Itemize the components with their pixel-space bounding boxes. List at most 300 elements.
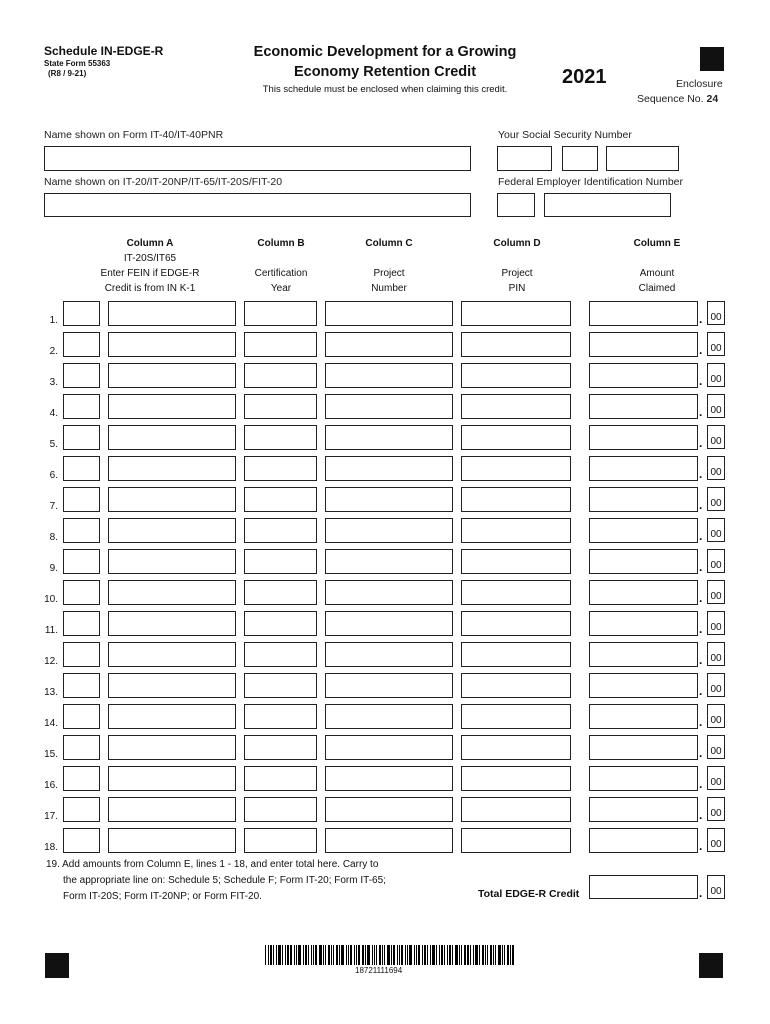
decimal-point: . [699, 746, 703, 760]
column-a-line3: Credit is from IN K-1 [104, 283, 196, 294]
name-it40-label: Name shown on Form IT-40/IT-40PNR [44, 129, 224, 141]
barcode-bar [459, 945, 460, 965]
line-number: 6. [49, 470, 58, 481]
column-a-title: Column A [126, 238, 174, 249]
column-a-fein-field[interactable] [63, 332, 100, 357]
column-e-header [587, 236, 727, 296]
column-a-fein-field-2[interactable] [108, 363, 236, 388]
column-e-amount-dollars-field[interactable] [589, 518, 698, 543]
column-c-project-number-field[interactable] [325, 518, 453, 543]
column-c-project-number-field[interactable] [325, 766, 453, 791]
barcode-bar [479, 945, 480, 965]
barcode-bar [490, 945, 492, 965]
column-b-certification-year-field[interactable] [244, 394, 317, 419]
line-number: 7. [49, 501, 58, 512]
form-title-line1: Economic Development for a Growing [253, 44, 517, 60]
column-e-amount-cents-field[interactable]: 00 [707, 673, 725, 697]
line-number: 15. [44, 749, 58, 760]
column-d-project-pin-field[interactable] [461, 487, 571, 512]
column-a-fein-field[interactable] [63, 828, 100, 853]
column-e-amount-dollars-field[interactable] [589, 301, 698, 326]
ssn-field-part1[interactable] [497, 146, 552, 171]
column-e-amount-dollars-field[interactable] [589, 332, 698, 357]
line-number: 13. [44, 687, 58, 698]
column-d-line2: PIN [508, 283, 526, 294]
form-title-line2: Economy Retention Credit [293, 64, 477, 80]
barcode-bar [393, 945, 395, 965]
barcode-bar [276, 945, 277, 965]
column-b-certification-year-field[interactable] [244, 363, 317, 388]
line-number: 8. [49, 532, 58, 543]
barcode-bar [294, 945, 295, 965]
column-e-amount-dollars-field[interactable] [589, 766, 698, 791]
barcode-bar [367, 945, 370, 965]
enclosure-label: Enclosure [676, 78, 723, 90]
line-number: 10. [44, 594, 58, 605]
total-credit-cents-field[interactable]: 00 [707, 875, 725, 899]
column-d-project-pin-field[interactable] [461, 549, 571, 574]
column-a-fein-field-2[interactable] [108, 704, 236, 729]
barcode-bar [346, 945, 347, 965]
barcode-bar [336, 945, 338, 965]
column-c-title: Column C [365, 238, 413, 249]
name-it20-label: Name shown on IT-20/IT-20NP/IT-65/IT-20S/FIT-20 [44, 176, 283, 188]
column-e-amount-dollars-field[interactable] [589, 735, 698, 760]
column-d-header [447, 236, 587, 296]
decimal-point: . [699, 498, 703, 512]
column-d-project-pin-field[interactable] [461, 363, 571, 388]
column-a-fein-field[interactable] [63, 704, 100, 729]
barcode-bar [376, 945, 377, 965]
column-e-amount-dollars-field[interactable] [589, 363, 698, 388]
barcode-bar [414, 945, 415, 965]
column-e-line1: Amount [639, 268, 675, 279]
column-d-project-pin-field[interactable] [461, 332, 571, 357]
column-b-certification-year-field[interactable] [244, 487, 317, 512]
barcode-bar [467, 945, 469, 965]
column-e-amount-dollars-field[interactable] [589, 611, 698, 636]
barcode-bar [362, 945, 364, 965]
column-e-title: Column E [633, 238, 681, 249]
form-revision: (R8 / 9-21) [48, 69, 87, 78]
column-e-amount-dollars-field[interactable] [589, 580, 698, 605]
registration-mark-bottom-left [45, 953, 69, 978]
barcode-bar [409, 945, 412, 965]
barcode-bar [305, 945, 307, 965]
column-a-fein-field-2[interactable] [108, 797, 236, 822]
barcode-number: 18721111694 [355, 966, 403, 975]
column-c-project-number-field[interactable] [325, 487, 453, 512]
column-a-fein-field[interactable] [63, 425, 100, 450]
column-a-fein-field-2[interactable] [108, 425, 236, 450]
column-c-project-number-field[interactable] [325, 425, 453, 450]
barcode-bar [436, 945, 437, 965]
column-e-amount-cents-field[interactable]: 00 [707, 549, 725, 573]
registration-mark-top-right [700, 47, 724, 71]
column-d-project-pin-field[interactable] [461, 673, 571, 698]
column-e-amount-dollars-field[interactable] [589, 425, 698, 450]
column-a-fein-field[interactable] [63, 301, 100, 326]
barcode-bar [387, 945, 390, 965]
column-a-header [80, 236, 220, 296]
column-a-fein-field[interactable] [63, 363, 100, 388]
barcode-bar [313, 945, 314, 965]
barcode-bar [298, 945, 301, 965]
column-c-line2: Number [371, 283, 407, 294]
barcode-bar [325, 945, 326, 965]
column-a-fein-field-2[interactable] [108, 394, 236, 419]
column-b-certification-year-field[interactable] [244, 332, 317, 357]
column-e-amount-dollars-field[interactable] [589, 456, 698, 481]
schedule-id: Schedule IN-EDGE-R [44, 44, 164, 58]
barcode-bar [282, 945, 283, 965]
barcode-bar [424, 945, 426, 965]
barcode-bar [444, 945, 445, 965]
column-a-line2: Enter FEIN if EDGE-R [100, 268, 200, 279]
decimal-point: . [699, 405, 703, 419]
barcode-bar [296, 945, 297, 965]
column-d-project-pin-field[interactable] [461, 828, 571, 853]
barcode-bar [510, 945, 511, 965]
column-c-project-number-field[interactable] [325, 611, 453, 636]
column-b-certification-year-field[interactable] [244, 797, 317, 822]
registration-mark-bottom-right [699, 953, 723, 978]
ssn-label: Your Social Security Number [498, 129, 632, 141]
barcode-bar [265, 945, 266, 965]
line-number: 16. [44, 780, 58, 791]
barcode-bar [430, 945, 431, 965]
column-a-fein-field[interactable] [63, 456, 100, 481]
barcode-bar [308, 945, 309, 965]
column-b-certification-year-field[interactable] [244, 735, 317, 760]
column-c-project-number-field[interactable] [325, 549, 453, 574]
barcode-bar [328, 945, 330, 965]
column-e-amount-dollars-field[interactable] [589, 394, 698, 419]
column-a-fein-field[interactable] [63, 580, 100, 605]
column-d-project-pin-field[interactable] [461, 704, 571, 729]
line-number: 5. [49, 439, 58, 450]
column-a-fein-field[interactable] [63, 487, 100, 512]
fein-field-part2[interactable] [544, 193, 671, 217]
line-number: 14. [44, 718, 58, 729]
decimal-point: . [699, 653, 703, 667]
column-c-project-number-field[interactable] [325, 735, 453, 760]
barcode-bar [452, 945, 453, 965]
column-c-project-number-field[interactable] [325, 363, 453, 388]
barcode-bar [495, 945, 496, 965]
total-credit-dollars-field[interactable] [589, 875, 698, 899]
column-c-project-number-field[interactable] [325, 642, 453, 667]
column-b-certification-year-field[interactable] [244, 673, 317, 698]
barcode-bar [461, 945, 462, 965]
column-a-fein-field[interactable] [63, 735, 100, 760]
barcode-bar [268, 945, 269, 965]
column-d-project-pin-field[interactable] [461, 425, 571, 450]
decimal-point: . [699, 715, 703, 729]
column-e-amount-cents-field[interactable]: 00 [707, 425, 725, 449]
barcode-bar [333, 945, 334, 965]
barcode-bar [416, 945, 417, 965]
name-it40-field[interactable] [44, 146, 471, 171]
column-e-amount-cents-field[interactable]: 00 [707, 797, 725, 821]
column-e-amount-cents-field[interactable]: 00 [707, 487, 725, 511]
column-d-project-pin-field[interactable] [461, 735, 571, 760]
column-b-certification-year-field[interactable] [244, 704, 317, 729]
column-b-certification-year-field[interactable] [244, 766, 317, 791]
column-a-fein-field[interactable] [63, 673, 100, 698]
line-number: 4. [49, 408, 58, 419]
column-b-certification-year-field[interactable] [244, 425, 317, 450]
line-number: 18. [44, 842, 58, 853]
column-e-amount-cents-field[interactable]: 00 [707, 456, 725, 480]
column-e-amount-cents-field[interactable]: 00 [707, 766, 725, 790]
line-number: 3. [49, 377, 58, 388]
barcode-bar [422, 945, 423, 965]
barcode-bar [487, 945, 488, 965]
barcode-bar [399, 945, 400, 965]
column-a-fein-field[interactable] [63, 642, 100, 667]
decimal-point: . [699, 622, 703, 636]
column-e-amount-cents-field[interactable]: 00 [707, 611, 725, 635]
column-b-certification-year-field[interactable] [244, 549, 317, 574]
barcode-bar [498, 945, 501, 965]
barcode-bar [273, 945, 274, 965]
column-b-certification-year-field[interactable] [244, 518, 317, 543]
barcode-bar [391, 945, 392, 965]
decimal-point: . [699, 436, 703, 450]
barcode-bar [365, 945, 366, 965]
barcode-bar [348, 945, 349, 965]
barcode-bar [319, 945, 322, 965]
column-c-project-number-field[interactable] [325, 456, 453, 481]
barcode-bar [339, 945, 340, 965]
column-a-fein-field-2[interactable] [108, 487, 236, 512]
barcode-bar [485, 945, 486, 965]
barcode-bar [382, 945, 383, 965]
decimal-point: . [699, 777, 703, 791]
column-c-header [319, 236, 459, 296]
barcode-bar [441, 945, 443, 965]
decimal-point: . [699, 591, 703, 605]
column-e-amount-dollars-field[interactable] [589, 673, 698, 698]
column-b-line2: Year [270, 283, 292, 294]
column-b-title: Column B [257, 238, 305, 249]
line-number: 17. [44, 811, 58, 822]
barcode-bar [331, 945, 332, 965]
column-e-amount-cents-field[interactable]: 00 [707, 363, 725, 387]
barcode-bar [407, 945, 408, 965]
barcode-bar [455, 945, 458, 965]
column-a-fein-field-2[interactable] [108, 456, 236, 481]
barcode-bar [432, 945, 435, 965]
line-number: 12. [44, 656, 58, 667]
barcode-bar [372, 945, 373, 965]
barcode-bar [350, 945, 352, 965]
name-it20-field[interactable] [44, 193, 471, 217]
column-d-project-pin-field[interactable] [461, 456, 571, 481]
column-e-amount-cents-field[interactable]: 00 [707, 828, 725, 852]
column-e-amount-dollars-field[interactable] [589, 704, 698, 729]
column-d-project-pin-field[interactable] [461, 797, 571, 822]
column-a-fein-field[interactable] [63, 518, 100, 543]
line-19-text3: Form IT-20S; Form IT-20NP; or Form FIT-20. [63, 891, 262, 902]
column-e-amount-dollars-field[interactable] [589, 642, 698, 667]
decimal-point: . [699, 684, 703, 698]
ssn-field-part3[interactable] [606, 146, 679, 171]
column-a-fein-field-2[interactable] [108, 549, 236, 574]
decimal-point: . [699, 312, 703, 326]
barcode-bar [504, 945, 505, 965]
column-b-certification-year-field[interactable] [244, 642, 317, 667]
line-19-text2: the appropriate line on: Schedule 5; Schedule F; Form IT-20; Form IT-65; [63, 875, 386, 886]
column-e-amount-dollars-field[interactable] [589, 487, 698, 512]
barcode-bar [502, 945, 503, 965]
column-a-fein-field[interactable] [63, 549, 100, 574]
fein-label: Federal Employer Identification Number [498, 176, 684, 188]
decimal-point: . [699, 374, 703, 388]
column-a-fein-field[interactable] [63, 611, 100, 636]
column-a-line1: IT-20S/IT65 [123, 253, 177, 264]
barcode-bar [473, 945, 474, 965]
barcode-bar [397, 945, 398, 965]
barcode-bar [374, 945, 375, 965]
barcode-bar [507, 945, 509, 965]
fein-field-part1[interactable] [497, 193, 535, 217]
barcode-bar [270, 945, 272, 965]
barcode-bar [287, 945, 289, 965]
column-b-certification-year-field[interactable] [244, 611, 317, 636]
column-a-fein-field-2[interactable] [108, 673, 236, 698]
column-a-fein-field[interactable] [63, 797, 100, 822]
column-e-line2: Claimed [638, 283, 676, 294]
column-e-amount-cents-field[interactable]: 00 [707, 580, 725, 604]
column-b-line1: Certification [254, 268, 308, 279]
barcode-bar [384, 945, 385, 965]
column-a-fein-field-2[interactable] [108, 828, 236, 853]
line-number: 1. [49, 315, 58, 326]
form-subtitle: This schedule must be enclosed when claiming this credit. [262, 84, 508, 95]
column-e-amount-cents-field[interactable]: 00 [707, 332, 725, 356]
column-e-amount-dollars-field[interactable] [589, 828, 698, 853]
column-c-project-number-field[interactable] [325, 301, 453, 326]
line-number: 11. [44, 625, 58, 636]
barcode-bar [311, 945, 312, 965]
barcode-bar [405, 945, 406, 965]
column-e-amount-cents-field[interactable]: 00 [707, 394, 725, 418]
column-c-project-number-field[interactable] [325, 797, 453, 822]
column-e-amount-cents-field[interactable]: 00 [707, 704, 725, 728]
column-d-project-pin-field[interactable] [461, 301, 571, 326]
barcode-bar [493, 945, 494, 965]
barcode-bar [447, 945, 448, 965]
barcode-bar [285, 945, 286, 965]
column-a-fein-field-2[interactable] [108, 766, 236, 791]
barcode-bar [354, 945, 355, 965]
barcode-bar [303, 945, 304, 965]
column-b-certification-year-field[interactable] [244, 456, 317, 481]
barcode-bar [323, 945, 324, 965]
column-c-project-number-field[interactable] [325, 828, 453, 853]
column-e-amount-dollars-field[interactable] [589, 549, 698, 574]
barcode-bar [358, 945, 360, 965]
column-d-project-pin-field[interactable] [461, 394, 571, 419]
column-e-amount-dollars-field[interactable] [589, 797, 698, 822]
column-d-project-pin-field[interactable] [461, 611, 571, 636]
decimal-point: . [699, 808, 703, 822]
line-19-instructions [46, 857, 486, 905]
decimal-point: . [699, 839, 703, 853]
column-d-project-pin-field[interactable] [461, 580, 571, 605]
barcode-bar [449, 945, 451, 965]
barcode-bar [341, 945, 344, 965]
column-b-certification-year-field[interactable] [244, 580, 317, 605]
state-form-number: State Form 55363 [44, 59, 111, 68]
column-a-fein-field-2[interactable] [108, 332, 236, 357]
barcode-bar [475, 945, 478, 965]
decimal-point: . [699, 529, 703, 543]
barcode-bar [482, 945, 484, 965]
line-19-text1: 19. Add amounts from Column E, lines 1 - 18, and enter total here. Carry to [46, 859, 379, 870]
column-c-project-number-field[interactable] [325, 580, 453, 605]
column-a-fein-field-2[interactable] [108, 611, 236, 636]
barcode-bar [401, 945, 403, 965]
decimal-point: . [699, 467, 703, 481]
column-a-fein-field-2[interactable] [108, 735, 236, 760]
total-decimal-point: . [699, 886, 703, 900]
form-barcode [265, 945, 516, 965]
barcode-bar [427, 945, 428, 965]
column-c-project-number-field[interactable] [325, 704, 453, 729]
barcode-bar [418, 945, 420, 965]
tax-year: 2021 [562, 66, 607, 88]
column-d-project-pin-field[interactable] [461, 642, 571, 667]
column-c-project-number-field[interactable] [325, 332, 453, 357]
sequence-number [637, 93, 718, 105]
column-a-fein-field-2[interactable] [108, 301, 236, 326]
column-e-amount-cents-field[interactable]: 00 [707, 301, 725, 325]
barcode-bar [470, 945, 471, 965]
decimal-point: . [699, 560, 703, 574]
column-c-project-number-field[interactable] [325, 673, 453, 698]
line-number: 9. [49, 563, 58, 574]
column-a-fein-field[interactable] [63, 766, 100, 791]
column-b-certification-year-field[interactable] [244, 828, 317, 853]
column-c-line1: Project [373, 268, 405, 279]
line-number: 2. [49, 346, 58, 357]
barcode-bar [379, 945, 381, 965]
sequence-value: 24 [706, 93, 719, 105]
column-e-amount-cents-field[interactable]: 00 [707, 642, 725, 666]
column-a-fein-field-2[interactable] [108, 642, 236, 667]
column-b-certification-year-field[interactable] [244, 301, 317, 326]
column-a-fein-field-2[interactable] [108, 518, 236, 543]
column-d-project-pin-field[interactable] [461, 518, 571, 543]
barcode-bar [356, 945, 357, 965]
column-e-amount-cents-field[interactable]: 00 [707, 518, 725, 542]
barcode-bar [464, 945, 466, 965]
column-e-amount-cents-field[interactable]: 00 [707, 735, 725, 759]
barcode-bar [315, 945, 317, 965]
barcode-bar [290, 945, 292, 965]
column-c-project-number-field[interactable] [325, 394, 453, 419]
column-a-fein-field[interactable] [63, 394, 100, 419]
column-a-fein-field-2[interactable] [108, 580, 236, 605]
column-d-line1: Project [501, 268, 533, 279]
column-d-project-pin-field[interactable] [461, 766, 571, 791]
barcode-bar [439, 945, 440, 965]
total-credit-label: Total EDGE-R Credit [478, 888, 580, 900]
ssn-field-part2[interactable] [562, 146, 598, 171]
